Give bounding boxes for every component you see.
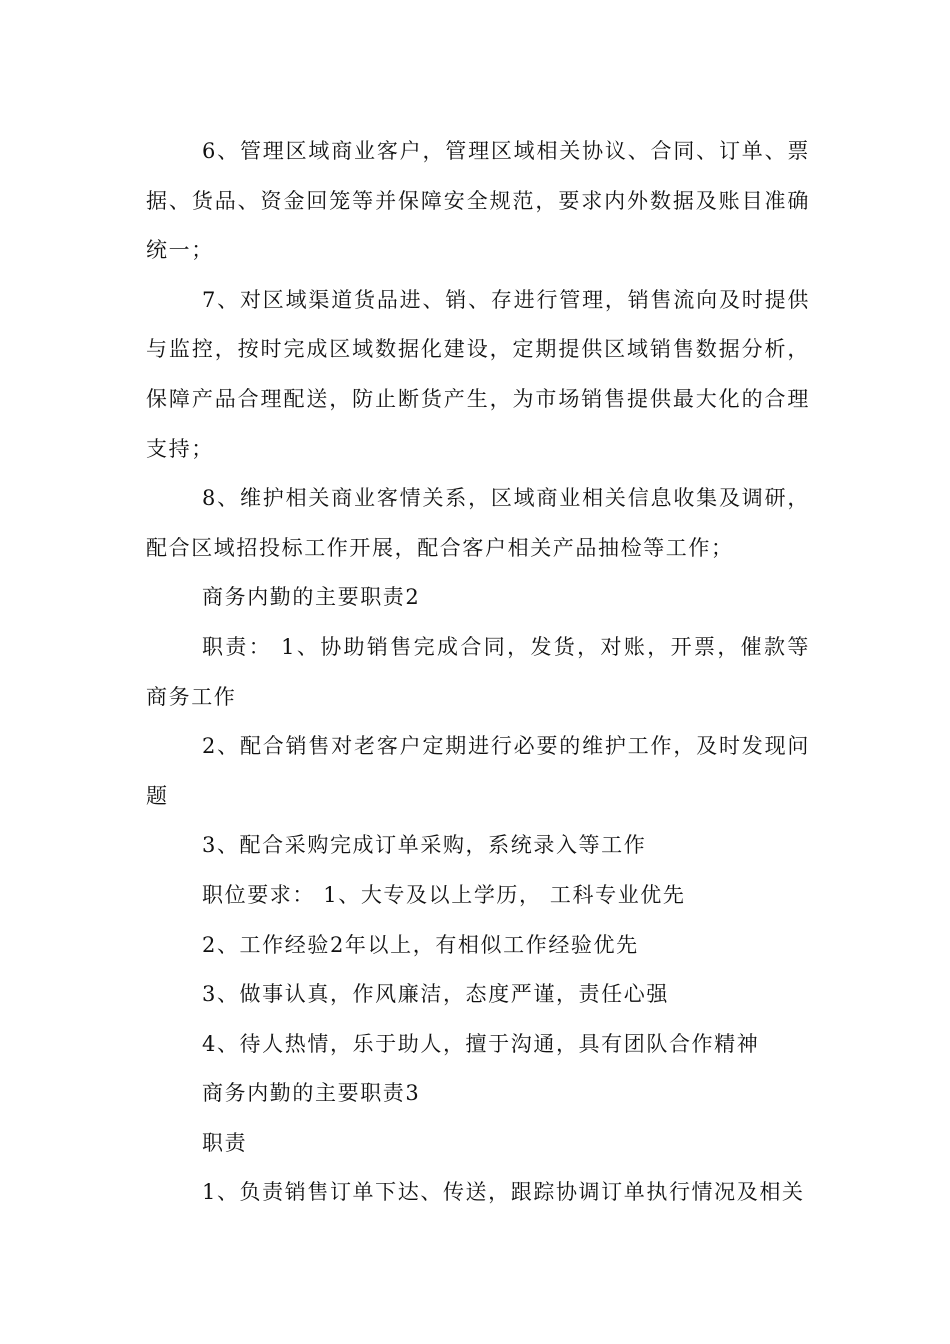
duties-paragraph: 职责： 1、协助销售完成合同，发货，对账，开票，催款等商务工作 xyxy=(146,634,810,709)
requirement-item-2: 2、工作经验2年以上，有相似工作经验优先 xyxy=(202,932,639,957)
duty-item-1-section-3: 1、负责销售订单下达、传送，跟踪协调订单执行情况及相关 xyxy=(202,1180,805,1205)
requirement-item-3: 3、做事认真，作风廉洁，态度严谨，责任心强 xyxy=(202,982,669,1007)
section-heading-3: 商务内勤的主要职责3 xyxy=(202,1081,421,1106)
section-heading-2: 商务内勤的主要职责2 xyxy=(202,585,421,610)
paragraph-item-6: 6、管理区域商业客户，管理区域相关协议、合同、订单、票据、货品、资金回笼等并保障安全规范，要求内外数据及账目准确统一； xyxy=(146,139,810,263)
paragraph-item-7: 7、对区域渠道货品进、销、存进行管理，销售流向及时提供与监控，按时完成区域数据化建设，定期提供区域销售数据分析，保障产品合理配送，防止断货产生，为市场销售提供最大化的合理支持； xyxy=(146,287,810,461)
duty-item-2: 2、配合销售对老客户定期进行必要的维护工作，及时发现问题 xyxy=(146,734,810,808)
requirements-paragraph: 职位要求： 1、大专及以上学历， 工科专业优先 xyxy=(202,882,686,907)
duty-item-3: 3、配合采购完成订单采购，系统录入等工作 xyxy=(202,833,647,858)
document-body xyxy=(146,127,810,1218)
requirement-item-4: 4、待人热情，乐于助人，擅于沟通，具有团队合作精神 xyxy=(202,1031,760,1056)
duties-heading: 职责 xyxy=(202,1130,248,1155)
paragraph-item-8: 8、维护相关商业客情关系，区域商业相关信息收集及调研，配合区域招投标工作开展，配合客户相关产品抽检等工作； xyxy=(146,486,810,560)
